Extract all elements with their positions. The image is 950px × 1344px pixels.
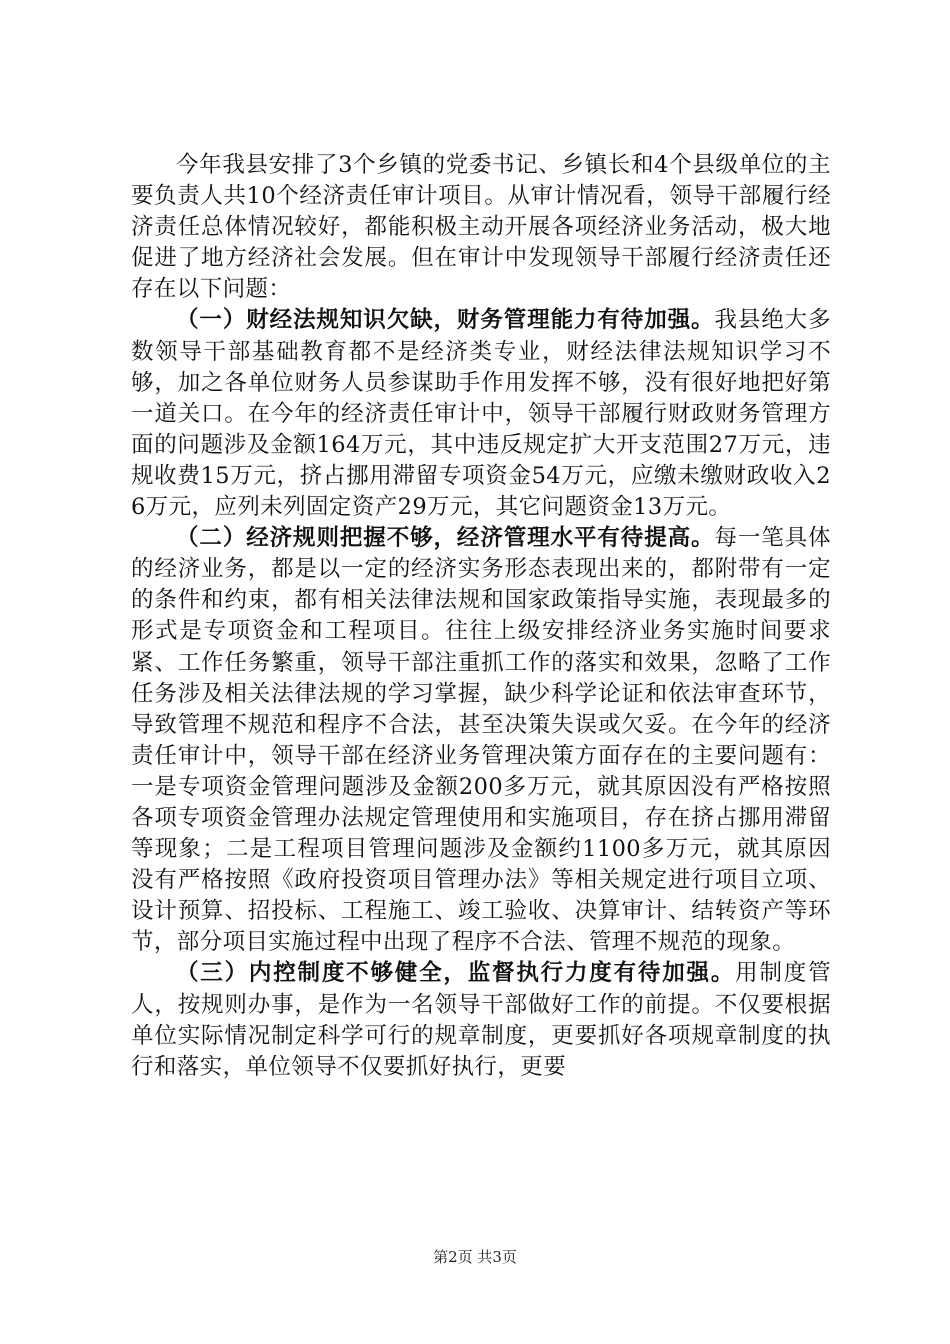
page-footer: 第2页 共3页 bbox=[433, 1248, 517, 1266]
section-1-heading: （一）财经法规知识欠缺，财务管理能力有待加强。 bbox=[176, 307, 715, 334]
section-2-heading: （二）经济规则把握不够，经济管理水平有待提高。 bbox=[176, 525, 715, 552]
section-3-heading: （三）内控制度不够健全，监督执行力度有待加强。 bbox=[176, 960, 736, 987]
section-2-text: 每一笔具体的经济业务，都是以一定的经济实务形态表现出来的，都附带有一定的条件和约束，都有相关法律法规和国家政策指导实施，表现最多的形式是专项资金和工程项目。往往上级安排经济业务实施时间要求紧、工作任务繁重，领导干部注重抓工作的落实和效果，忽略了工作任务涉及相关法律法规的学习掌握，缺少科学论证和依法审查环节，导致管理不规范和程序不合法，甚至决策失误或欠妥。在今年的经济责任审计中，领导干部在经济业务管理决策方面存在的主要问题有：一是专项资金管理问题涉及金额200多万元，就其原因没有严格按照各项专项资金管理办法规定管理使用和实施项目，存在挤占挪用滞留等现象；二是工程项目管理问题涉及金额约1100多万元，就其原因没有严格按照《政府投资项目管理办法》等相关规定进行项目立项、设计预算、招投标、工程施工、竣工验收、决算审计、结转资产等环节，部分项目实施过程中出现了程序不合法、管理不规范的现象。 bbox=[131, 525, 831, 956]
paragraph-intro-text: 今年我县安排了3个乡镇的党委书记、乡镇长和4个县级单位的主要负责人共10个经济责任审计项目。从审计情况看，领导干部履行经济责任总体情况较好，都能积极主动开展各项经济业务活动，极大地促进了地方经济社会发展。但在审计中发现领导干部履行经济责任还存在以下问题： bbox=[131, 152, 831, 303]
paragraph-section-2 bbox=[131, 523, 831, 958]
section-1-text: 我县绝大多数领导干部基础教育都不是经济类专业，财经法律法规知识学习不够，加之各单位财务人员参谋助手作用发挥不够，没有很好地把好第一道关口。在今年的经济责任审计中，领导干部履行财政财务管理方面的问题涉及金额164万元，其中违反规定扩大开支范围27万元，违规收费15万元，挤占挪用滞留专项资金54万元，应缴未缴财政收入26万元，应列未列固定资产29万元，其它问题资金13万元。 bbox=[131, 307, 831, 521]
paragraph-intro bbox=[131, 150, 831, 305]
section-3-text: 用制度管人，按规则办事，是作为一名领导干部做好工作的前提。不仅要根据单位实际情况制定科学可行的规章制度，更要抓好各项规章制度的执行和落实，单位领导不仅要抓好执行，更要 bbox=[131, 960, 831, 1080]
paragraph-section-3 bbox=[131, 958, 831, 1082]
paragraph-section-1 bbox=[131, 305, 831, 523]
document-body bbox=[131, 150, 831, 1083]
